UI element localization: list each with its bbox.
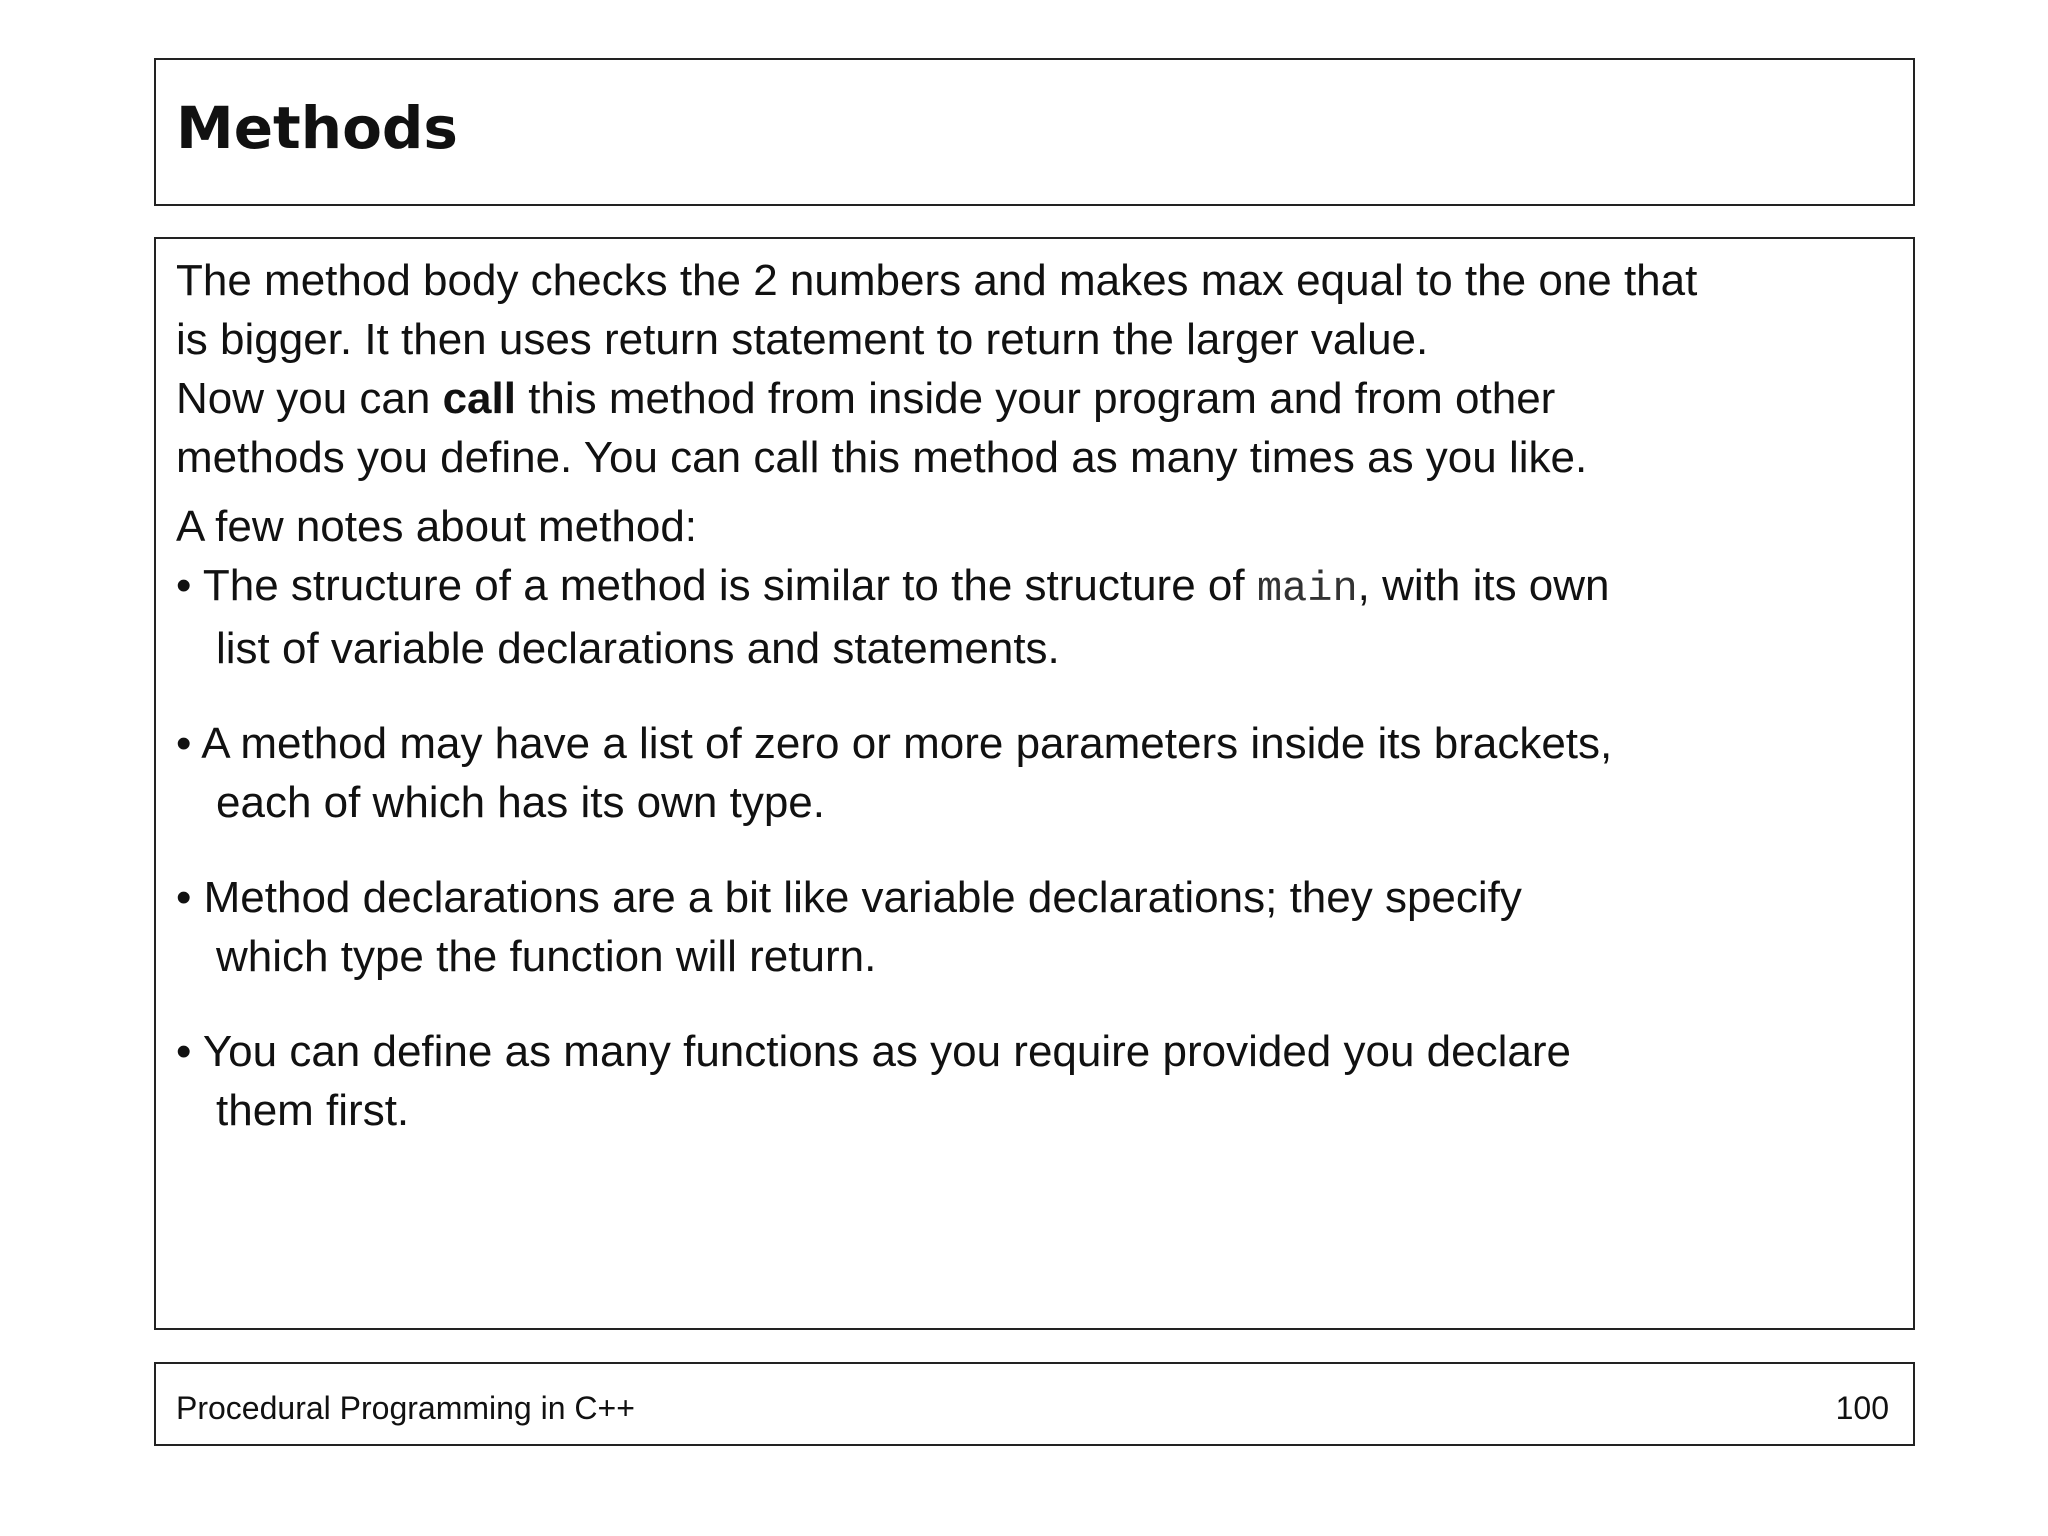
bullet-item-1 [176, 556, 1893, 678]
bullet-marker: • [176, 1027, 203, 1076]
bullet-1-line-2: list of variable declarations and statements. [216, 624, 1060, 673]
content-body [176, 251, 1893, 1140]
code-main: main [1256, 565, 1358, 613]
bullet-2-text: A method may have a list of zero or more parameters inside its brackets, [201, 719, 1613, 768]
intro-line-1: The method body checks the 2 numbers and makes max equal to the one that [176, 256, 1698, 305]
intro-line-3-start: Now you can [176, 374, 443, 423]
footer-box [154, 1362, 1915, 1446]
intro-line-4: methods you define. You can call this method as many times as you like. [176, 433, 1588, 482]
bullet-4-line-2: them first. [216, 1086, 410, 1135]
bullet-2-line-2: each of which has its own type. [216, 778, 825, 827]
bullet-3-line-1 [176, 868, 1893, 927]
bullet-4-line-1 [176, 1022, 1893, 1081]
bullet-1-text-end: , with its own [1357, 561, 1610, 610]
bullet-3-line-2: which type the function will return. [216, 932, 877, 981]
intro-line-3-end: this method from inside your program and from other [515, 374, 1556, 423]
content-box [154, 237, 1915, 1330]
bullet-item-4 [176, 1022, 1893, 1140]
intro-line-2: is bigger. It then uses return statement to return the larger value. [176, 315, 1429, 364]
bullet-3-text: Method declarations are a bit like variable declarations; they specify [203, 873, 1522, 922]
bullet-2-line-1 [176, 714, 1893, 773]
page-number: 100 [1835, 1390, 1889, 1426]
footer-course-title: Procedural Programming in C++ [176, 1390, 635, 1426]
intro-line-3 [176, 369, 1893, 428]
title-box [154, 58, 1915, 206]
call-keyword: call [442, 374, 516, 423]
bullet-1-line-1 [176, 556, 1893, 619]
slide-title: Methods [176, 94, 458, 162]
bullet-marker: • [176, 561, 203, 610]
notes-heading: A few notes about method: [176, 502, 698, 551]
bullet-item-3 [176, 868, 1893, 986]
bullet-item-2 [176, 714, 1893, 832]
bullet-4-text: You can define as many functions as you require provided you declare [202, 1027, 1571, 1076]
bullet-marker: • [176, 719, 202, 768]
bullet-1-text-start: The structure of a method is similar to the structure of [202, 561, 1257, 610]
bullet-marker: • [176, 873, 204, 922]
